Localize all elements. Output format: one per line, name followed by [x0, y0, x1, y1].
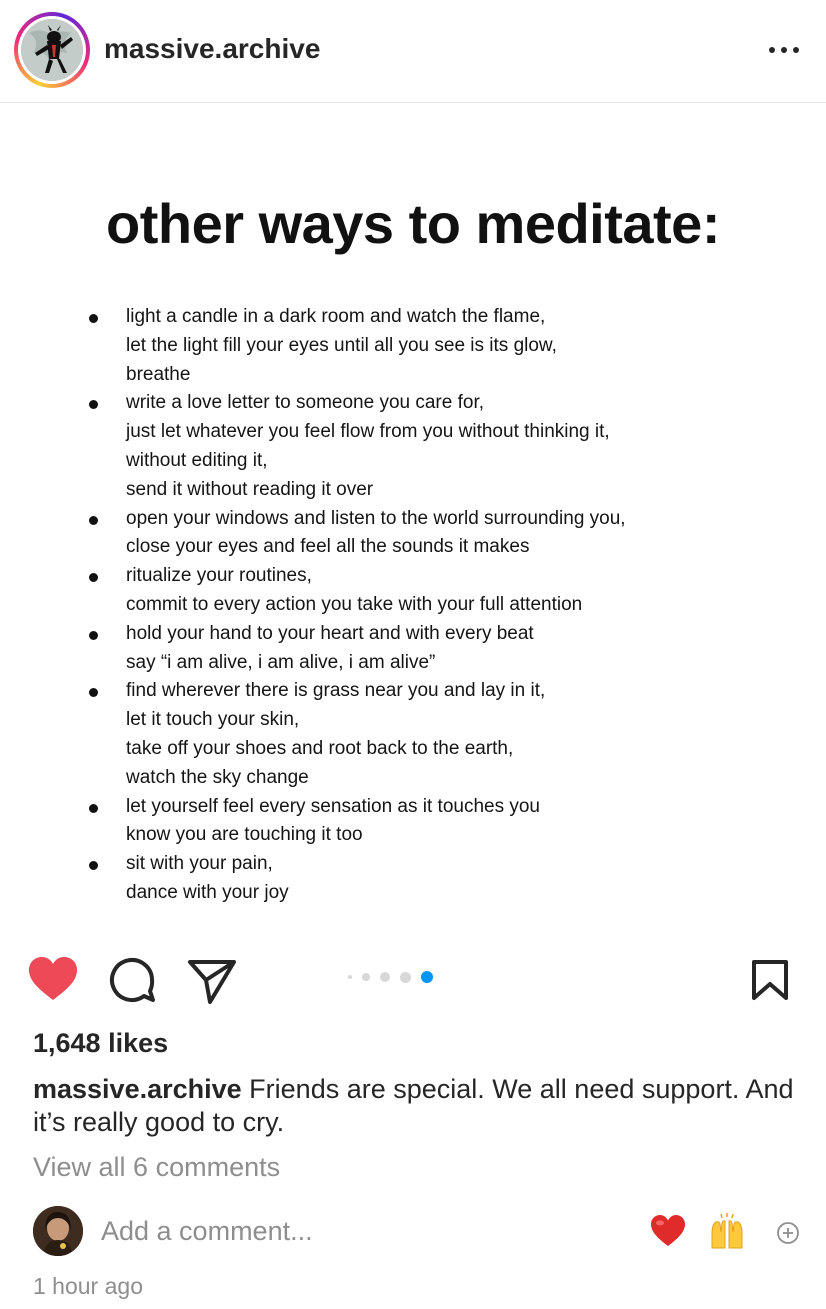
meditation-list [126, 303, 806, 908]
meditation-list-item [126, 389, 806, 504]
bullet-dot [89, 573, 98, 582]
meditation-list-item [126, 562, 806, 620]
meditation-list-line: close your eyes and feel all the sounds it makes [126, 536, 530, 558]
comment-input[interactable]: Add a comment... [101, 1216, 313, 1246]
meditation-list-line: find wherever there is grass near you and lay in it, [126, 680, 546, 702]
meditation-list-item [126, 793, 806, 851]
view-all-comments-link[interactable]: View all 6 comments [33, 1152, 281, 1182]
post-header [0, 0, 826, 103]
caption-username[interactable]: massive.archive [33, 1074, 242, 1104]
carousel-dot [400, 972, 411, 983]
post-image[interactable] [0, 103, 826, 938]
paper-plane-icon[interactable] [186, 950, 238, 1010]
meditation-list-line: light a candle in a dark room and watch the flame, [126, 306, 546, 327]
post-actions-bar [0, 950, 826, 1010]
plus-circle-icon[interactable] [776, 1221, 800, 1245]
meditation-list-line: open your windows and listen to the world surrounding you, [126, 507, 626, 529]
bullet-dot [89, 516, 98, 525]
meditation-list-line: let it touch your skin, [126, 709, 300, 731]
carousel-dot [362, 973, 370, 981]
carousel-dot [348, 975, 352, 979]
meditation-list-line: just let whatever you feel flow from you without thinking it, [126, 421, 610, 443]
post-caption [33, 1073, 803, 1139]
meditation-list-line: write a love letter to someone you care for, [126, 392, 485, 414]
caption-text: Friends are special. We all need support. And it’s really good to cry. [33, 1074, 794, 1137]
meditation-list-item [126, 505, 806, 563]
more-options-icon[interactable] [762, 30, 806, 70]
meditation-list-line: sit with your pain, [126, 853, 273, 875]
meditation-list-line: say “i am alive, i am alive, i am alive” [126, 651, 436, 673]
bullet-dot [89, 314, 98, 323]
add-comment-row [0, 1204, 826, 1260]
bullet-dot [89, 804, 98, 813]
raising-hands-emoji[interactable] [708, 1212, 746, 1250]
current-user-avatar [33, 1206, 83, 1256]
bullet-dot [89, 688, 98, 697]
post-timestamp: 1 hour ago [33, 1273, 143, 1299]
red-heart-emoji[interactable] [650, 1214, 686, 1248]
post-image-title: other ways to meditate: [106, 192, 720, 255]
meditation-list-line: know you are touching it too [126, 824, 363, 846]
likes-count[interactable]: 1,648 likes [33, 1028, 169, 1058]
bullet-dot [89, 400, 98, 409]
profile-avatar[interactable] [21, 19, 83, 81]
carousel-dot [421, 971, 433, 983]
meditation-list-item [126, 303, 806, 389]
meditation-list-line: let yourself feel every sensation as it touches you [126, 795, 541, 817]
bullet-dot [89, 631, 98, 640]
meditation-list-line: dance with your joy [126, 881, 289, 903]
meditation-list-line: watch the sky change [126, 766, 309, 788]
meditation-list-line: send it without reading it over [126, 478, 374, 500]
story-ring[interactable] [14, 12, 90, 88]
meditation-list-line: let the light fill your eyes until all you see is its glow, [126, 334, 557, 356]
meditation-list-item [126, 850, 806, 908]
meditation-list-line: take off your shoes and root back to the earth, [126, 737, 514, 759]
bullet-dot [89, 861, 98, 870]
meditation-list-item [126, 677, 806, 792]
meditation-list-item [126, 620, 806, 678]
meditation-list-line: breathe [126, 363, 191, 385]
bookmark-icon[interactable] [748, 950, 792, 1010]
meditation-list-line: commit to every action you take with your full attention [126, 593, 583, 615]
comment-icon[interactable] [108, 950, 158, 1010]
header-username[interactable]: massive.archive [104, 33, 321, 64]
meditation-list-line: ritualize your routines, [126, 565, 312, 587]
meditation-list-line: without editing it, [126, 449, 268, 471]
carousel-dot [380, 972, 390, 982]
heart-filled-icon[interactable] [27, 950, 79, 1010]
meditation-list-line: hold your hand to your heart and with every beat [126, 622, 534, 644]
